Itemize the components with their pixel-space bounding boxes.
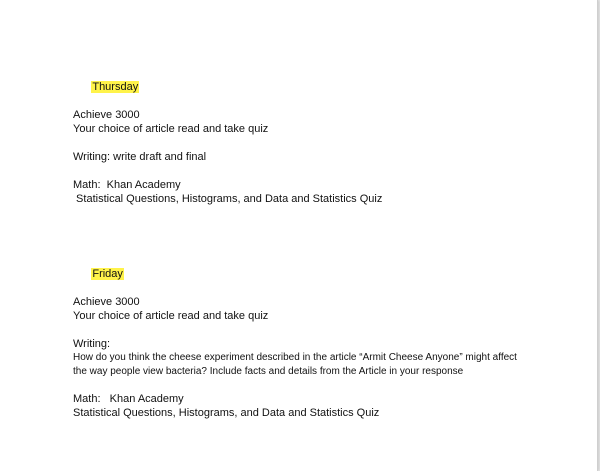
thursday-heading: Thursday xyxy=(92,81,139,93)
document-body xyxy=(73,66,573,420)
thursday-section xyxy=(73,66,573,108)
friday-heading: Friday xyxy=(92,268,123,280)
thursday-article: Your choice of article read and take quiz xyxy=(73,123,269,135)
friday-math-detail: Statistical Questions, Histograms, and Data and Statistics Quiz xyxy=(73,407,380,419)
friday-writing-prompt-line-1: How do you think the cheese experiment described in the article “Armit Cheese Anyone” might affect xyxy=(73,352,517,363)
friday-section xyxy=(73,253,573,295)
thursday-math-detail: Statistical Questions, Histograms, and Data and Statistics Quiz xyxy=(73,193,383,205)
friday-math: Math: Khan Academy xyxy=(73,393,184,405)
thursday-achieve: Achieve 3000 xyxy=(73,109,140,121)
friday-achieve: Achieve 3000 xyxy=(73,296,140,308)
friday-writing-prompt-line-2: the way people view bacteria? Include facts and details from the Article in your response xyxy=(73,365,464,377)
friday-writing-label: Writing: xyxy=(73,338,111,350)
friday-article: Your choice of article read and take quiz xyxy=(73,310,269,322)
thursday-writing: Writing: write draft and final xyxy=(73,151,207,163)
thursday-math: Math: Khan Academy xyxy=(73,179,181,191)
